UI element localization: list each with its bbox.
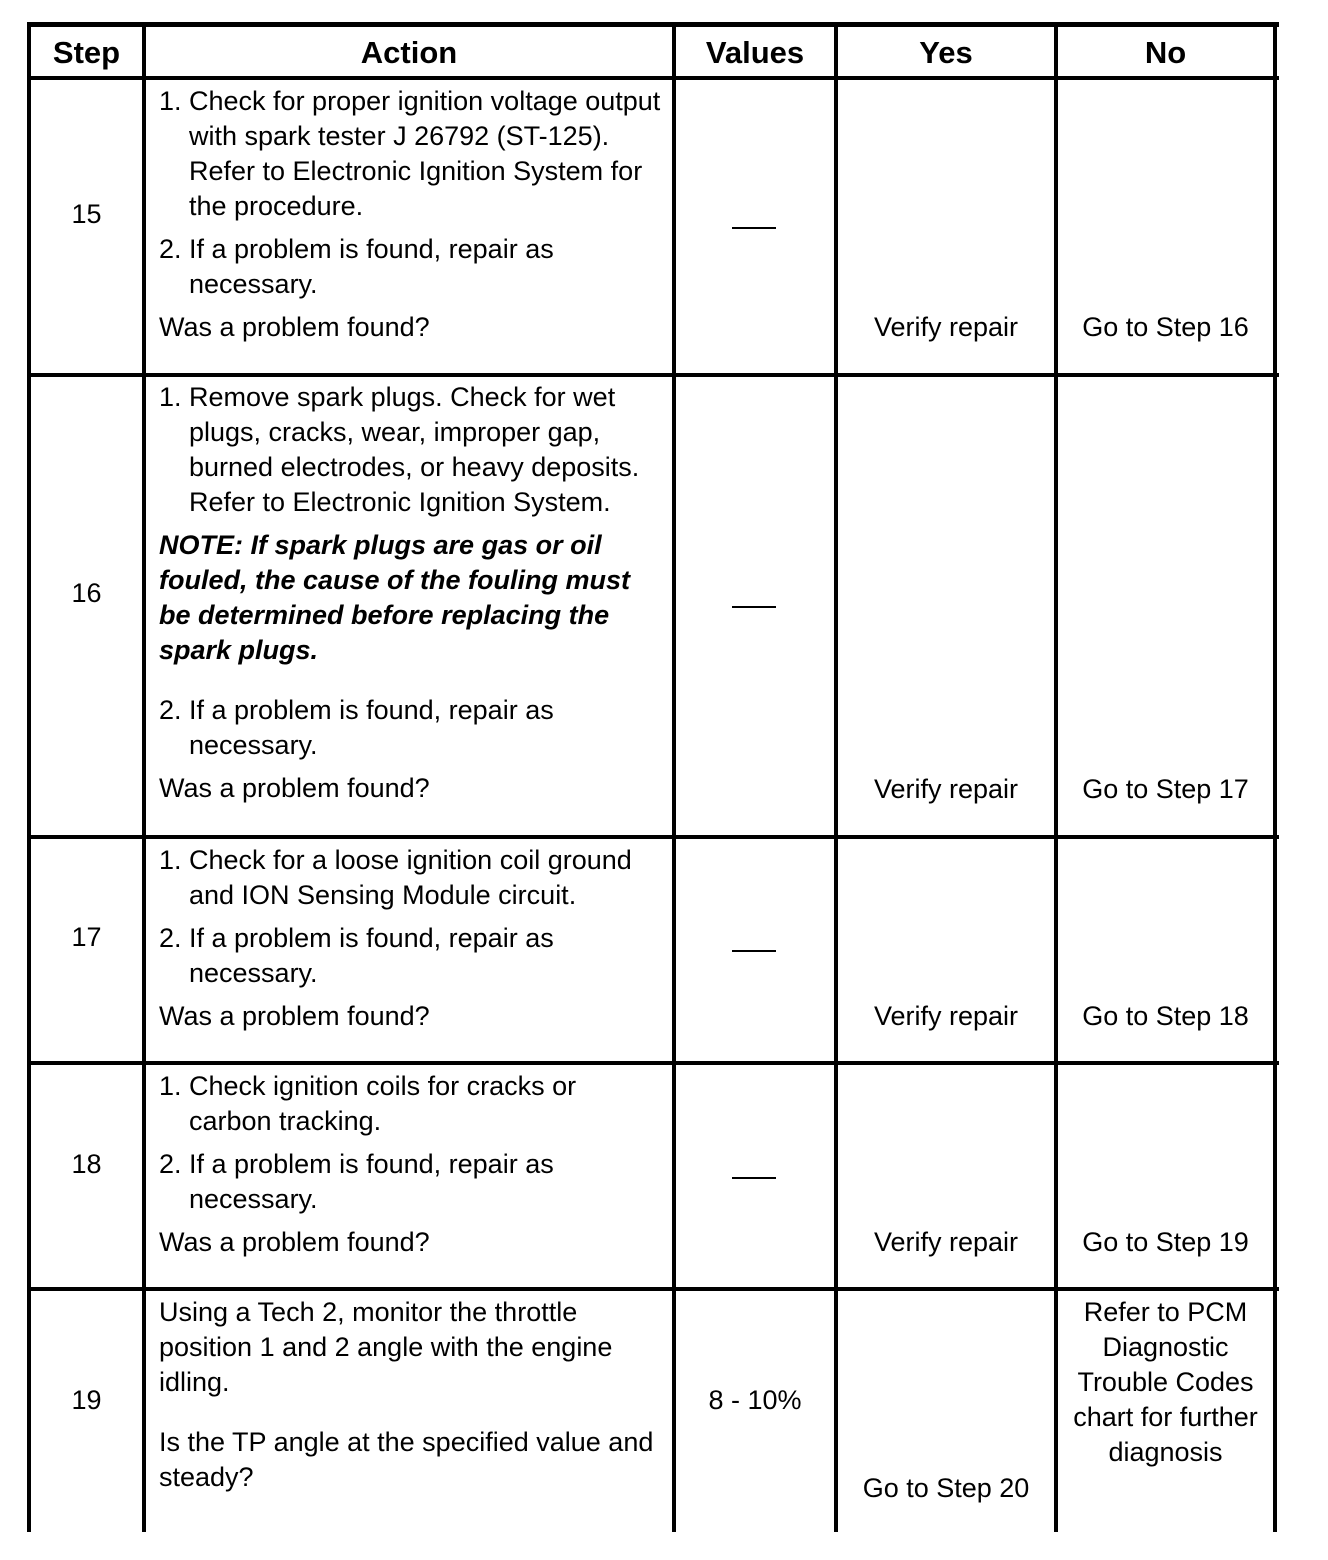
no-cell: Go to Step 17 bbox=[1082, 774, 1249, 804]
action-note: NOTE: If spark plugs are gas or oil fouled, the cause of the fouling must be determined before replacing the spark plugs. bbox=[159, 530, 631, 665]
table-right-border bbox=[1273, 22, 1277, 1532]
action-item: 2. If a problem is found, repair as necessary. bbox=[159, 234, 554, 299]
row-divider bbox=[27, 1287, 1279, 1291]
row-divider bbox=[27, 373, 1279, 377]
no-cell: Refer to PCM Diagnostic Trouble Codes chart for further diagnosis bbox=[1073, 1297, 1258, 1467]
yes-cell: Verify repair bbox=[873, 1001, 1019, 1031]
action-item: 1. Check for proper ignition voltage output with spark tester J 26792 (ST-125). Refer to Electronic Ignition System for the procedure. bbox=[159, 86, 661, 221]
diagnostic-table bbox=[27, 22, 1279, 1532]
action-cell bbox=[159, 843, 664, 1034]
step-number: 17 bbox=[71, 922, 102, 952]
table-left-border bbox=[27, 22, 31, 1532]
step-number: 19 bbox=[71, 1385, 102, 1415]
action-question: Was a problem found? bbox=[159, 1001, 430, 1031]
yes-cell: Verify repair bbox=[873, 312, 1019, 342]
header-yes: Yes bbox=[919, 35, 973, 70]
action-item: 1. Check ignition coils for cracks or carbon tracking. bbox=[159, 1071, 577, 1136]
header-step: Step bbox=[52, 35, 121, 70]
action-item: 2. If a problem is found, repair as necessary. bbox=[159, 695, 554, 760]
yes-cell: Verify repair bbox=[873, 1227, 1019, 1257]
value-cell: 8 - 10% bbox=[708, 1385, 802, 1415]
action-cell bbox=[159, 380, 659, 806]
header-action: Action bbox=[360, 35, 458, 70]
step-number: 16 bbox=[71, 578, 102, 608]
action-question: Was a problem found? bbox=[159, 312, 430, 342]
value-dash bbox=[732, 1177, 776, 1179]
action-item: 2. If a problem is found, repair as necessary. bbox=[159, 1149, 554, 1214]
yes-cell: Verify repair bbox=[873, 774, 1019, 804]
no-cell: Go to Step 16 bbox=[1082, 312, 1249, 342]
header-no: No bbox=[1144, 35, 1187, 70]
value-dash bbox=[732, 606, 776, 608]
no-cell: Go to Step 18 bbox=[1082, 1001, 1249, 1031]
action-question: Was a problem found? bbox=[159, 773, 430, 803]
action-cell bbox=[159, 84, 664, 345]
action-instruction: Using a Tech 2, monitor the throttle position 1 and 2 angle with the engine idling. bbox=[159, 1297, 613, 1397]
action-item: 1. Check for a loose ignition coil ground and ION Sensing Module circuit. bbox=[159, 845, 632, 910]
value-dash bbox=[732, 950, 776, 952]
action-question: Was a problem found? bbox=[159, 1227, 430, 1257]
header-values: Values bbox=[705, 35, 805, 70]
row-divider bbox=[27, 835, 1279, 839]
no-cell: Go to Step 19 bbox=[1082, 1227, 1249, 1257]
value-dash bbox=[732, 227, 776, 229]
action-cell bbox=[159, 1069, 664, 1260]
step-number: 18 bbox=[71, 1149, 102, 1179]
action-cell bbox=[159, 1295, 664, 1495]
yes-cell: Go to Step 20 bbox=[862, 1473, 1030, 1503]
column-divider bbox=[672, 22, 676, 1532]
action-item: 2. If a problem is found, repair as necessary. bbox=[159, 923, 554, 988]
action-item: 1. Remove spark plugs. Check for wet plugs, cracks, wear, improper gap, burned electrodes, or heavy deposits. Refer to Electronic Ignition System. bbox=[159, 382, 640, 517]
action-question: Is the TP angle at the specified value and steady? bbox=[159, 1427, 654, 1492]
row-divider bbox=[27, 1061, 1279, 1065]
column-divider bbox=[142, 22, 146, 1532]
step-number: 15 bbox=[71, 199, 102, 229]
